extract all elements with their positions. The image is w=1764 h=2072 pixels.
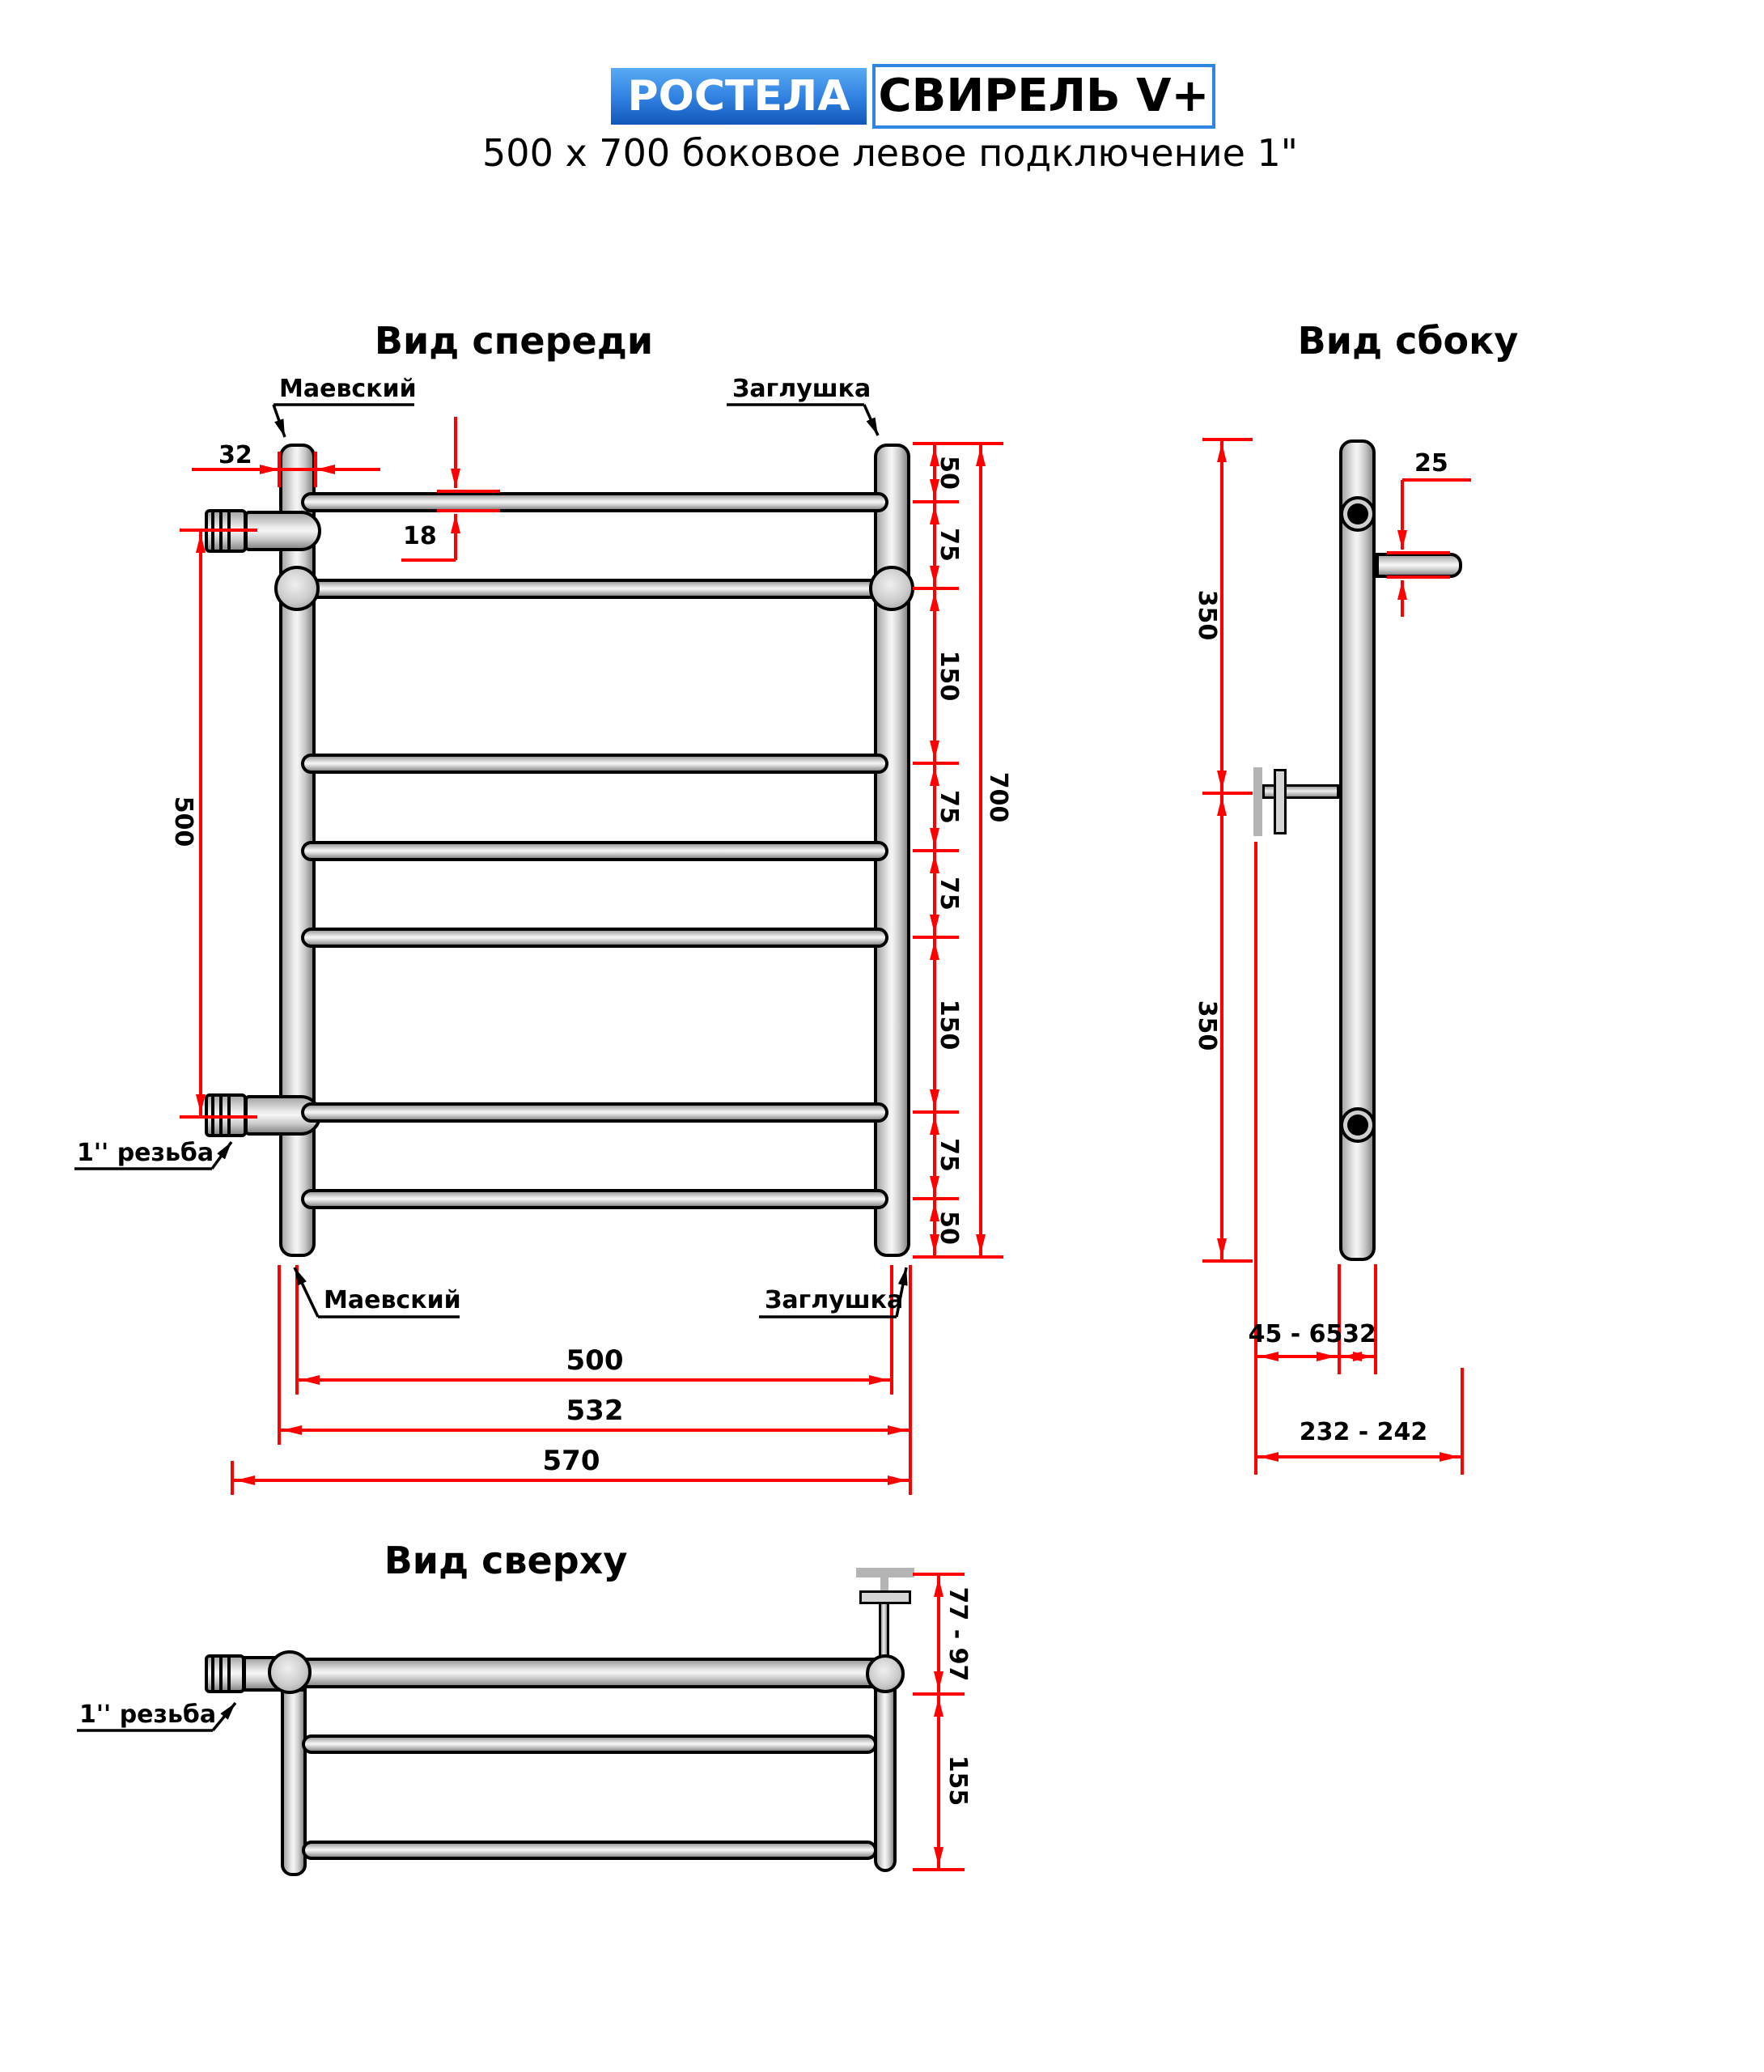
callout-thread-front: 1'' резьба bbox=[77, 1139, 214, 1167]
dim-front-tube-d: 18 bbox=[403, 522, 437, 550]
dim-front-seg-7: 75 bbox=[935, 1138, 963, 1172]
dim-front-height: 700 bbox=[984, 771, 1012, 823]
callout-plug-bottom: Заглушка bbox=[765, 1286, 904, 1314]
dim-side-wall-gap: 45 - 65 bbox=[1248, 1320, 1343, 1348]
dim-front-post-width: 32 bbox=[218, 441, 252, 469]
drawing-subtitle: 500 x 700 боковое левое подключение 1" bbox=[482, 131, 1298, 175]
dim-front-width-axes: 500 bbox=[566, 1344, 624, 1377]
dim-side-depth: 232 - 242 bbox=[1299, 1418, 1428, 1446]
callout-thread-top: 1'' резьба bbox=[79, 1700, 217, 1729]
dim-front-seg-4: 75 bbox=[935, 790, 963, 824]
dim-front-seg-2: 75 bbox=[935, 528, 963, 562]
front-view-title: Вид спереди bbox=[374, 319, 654, 363]
dim-front-width-total: 570 bbox=[542, 1445, 600, 1477]
dim-top-bracket-depth: 77 - 97 bbox=[943, 1586, 972, 1682]
dim-side-bar: 25 bbox=[1414, 449, 1448, 478]
dim-front-width-outer: 532 bbox=[566, 1395, 624, 1427]
dim-top-rail-depth: 155 bbox=[943, 1755, 972, 1807]
top-view-title: Вид сверху bbox=[384, 1539, 628, 1582]
dim-front-seg-3: 150 bbox=[935, 650, 963, 702]
dim-front-seg-1: 50 bbox=[935, 456, 963, 490]
dim-side-lower: 350 bbox=[1193, 1000, 1221, 1051]
dim-front-seg-5: 75 bbox=[935, 877, 963, 911]
callout-air-valve-bottom: Маевский bbox=[324, 1286, 461, 1314]
dim-front-seg-6: 150 bbox=[935, 999, 963, 1051]
callout-air-valve-top: Маевский bbox=[279, 375, 417, 403]
callout-plug-top: Заглушка bbox=[732, 375, 871, 403]
side-view-title: Вид сбоку bbox=[1297, 319, 1519, 363]
front-red-dims bbox=[180, 417, 1003, 1495]
dim-side-upper: 350 bbox=[1193, 589, 1221, 641]
product-name: СВИРЕЛЬ V+ bbox=[872, 64, 1215, 129]
dim-side-post: 32 bbox=[1342, 1320, 1376, 1348]
dim-front-seg-8: 50 bbox=[935, 1211, 963, 1245]
dim-front-conn-span: 500 bbox=[169, 796, 197, 847]
brand-logo: РОСТЕЛА bbox=[611, 68, 867, 125]
